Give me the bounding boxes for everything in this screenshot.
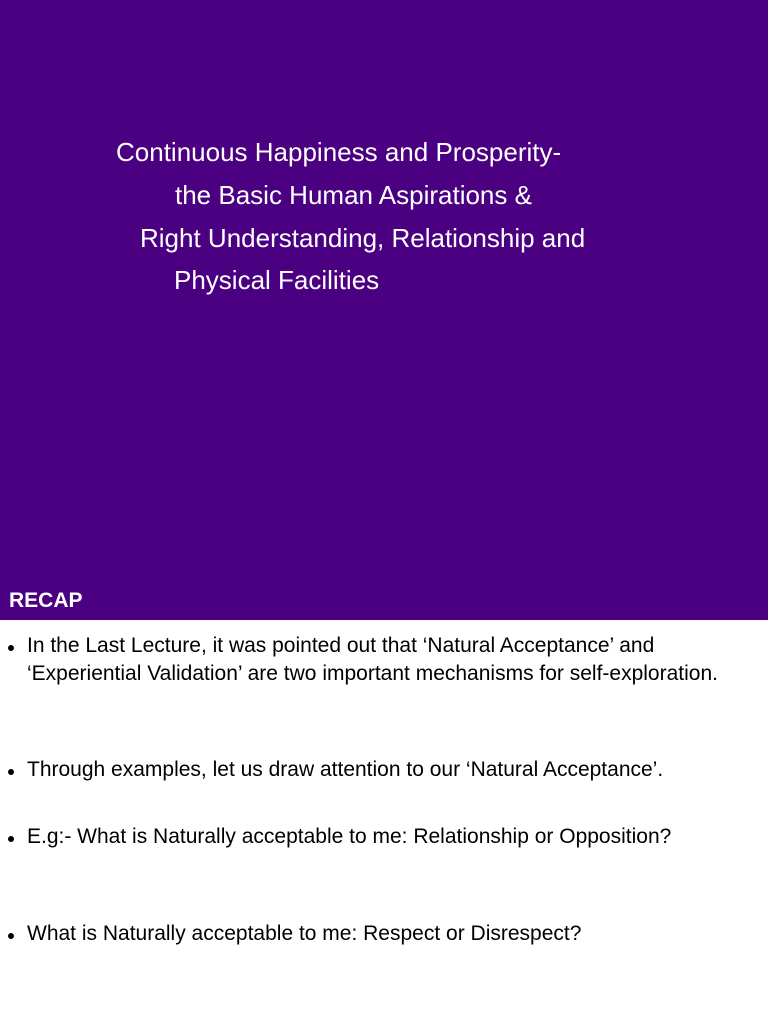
title-line-1: Continuous Happiness and Prosperity- bbox=[116, 137, 562, 167]
bullet-text: What is Naturally acceptable to me: Respect or Disrespect? bbox=[27, 922, 582, 945]
bullet-icon bbox=[8, 933, 14, 939]
bullet-icon bbox=[8, 645, 14, 651]
title-line-3: Right Understanding, Relationship and bbox=[140, 223, 586, 253]
recap-header bbox=[0, 580, 768, 620]
title-line-2: the Basic Human Aspirations & bbox=[175, 180, 532, 210]
title-line-4: Physical Facilities bbox=[174, 265, 380, 295]
bullet-text: In the Last Lecture, it was pointed out that ‘Natural Acceptance’ and ‘Experiential Validation’ are two important mechanisms for self-exploration. bbox=[27, 634, 718, 685]
bullet-icon bbox=[8, 836, 14, 842]
bullet-icon bbox=[8, 769, 14, 775]
recap-heading: RECAP bbox=[9, 589, 83, 612]
bullet-text: E.g:- What is Naturally acceptable to me: Relationship or Opposition? bbox=[27, 825, 672, 848]
bullet-text: Through examples, let us draw attention to our ‘Natural Acceptance’. bbox=[27, 758, 664, 781]
